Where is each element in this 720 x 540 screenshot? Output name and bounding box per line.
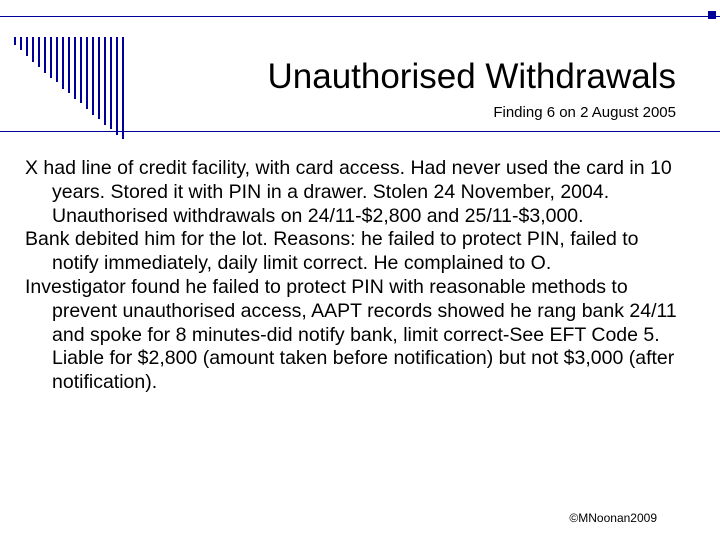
corner-square — [708, 11, 716, 19]
body-paragraph: Bank debited him for the lot. Reasons: he failed to protect PIN, failed to notify immediately, daily limit correct. He complained to O. — [25, 228, 639, 275]
body-paragraph: X had line of credit facility, with card access. Had never used the card in 10 years. Stored it with PIN in a drawer. Stolen 24 November, 2004. Unauthorised withdrawals on 24/11-$2,800 and 25/11-$3,000. — [25, 157, 672, 227]
slide-title: Unauthorised Withdrawals — [267, 57, 676, 96]
slide-subtitle: Finding 6 on 2 August 2005 — [493, 104, 676, 121]
body-paragraph: Investigator found he failed to protect PIN with reasonable methods to prevent unauthorised access, AAPT records showed he rang bank 24/11 and spoke for 8 minutes-did notify bank, limit correct-See EFT Code 5. Liable for $2,800 (amount taken before notification) but not $3,000 (after notification). — [25, 275, 677, 394]
slide-body — [25, 157, 685, 395]
copyright-footer: ©MNoonan2009 — [569, 511, 657, 525]
decorative-stripes — [14, 37, 124, 139]
